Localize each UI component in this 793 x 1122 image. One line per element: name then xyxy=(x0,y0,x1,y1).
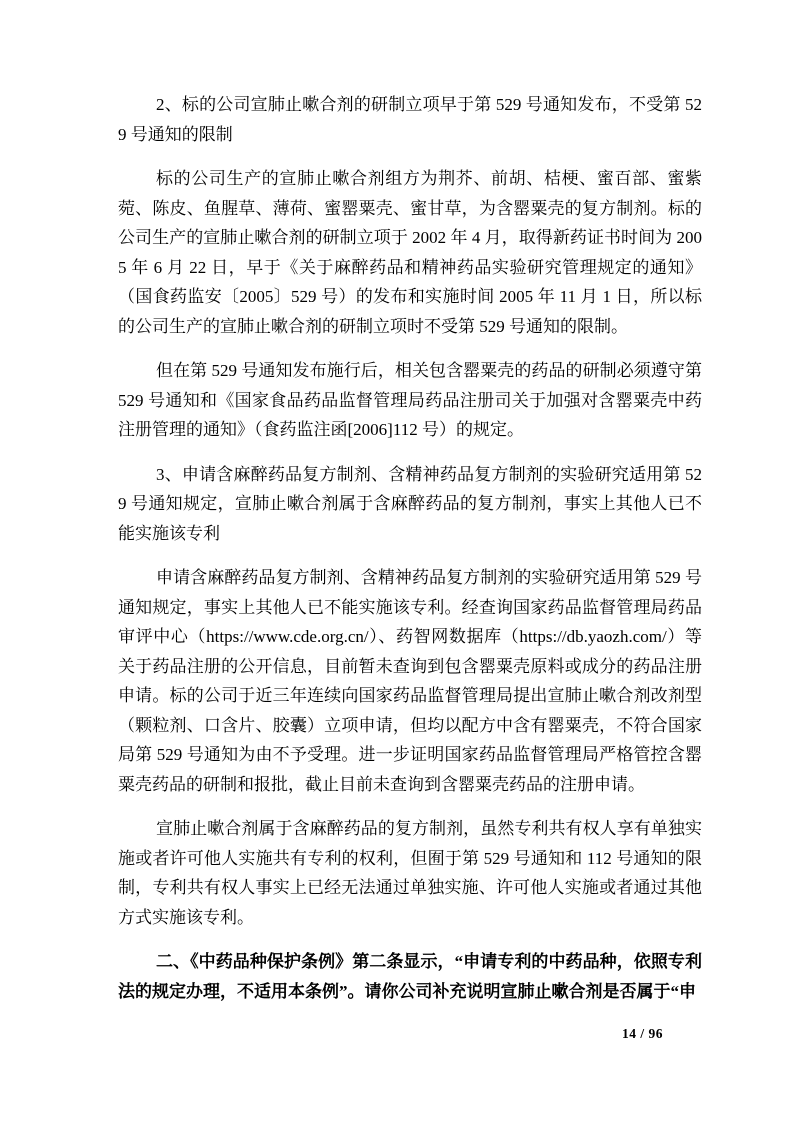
paragraph-post-529-rules: 但在第 529 号通知发布施行后，相关包含罂粟壳的药品的研制必须遵守第 529 号通知和《国家食品药品监督管理局药品注册司关于加强对含罂粟壳中药注册管理的通知》（食药监注函[2006]112 号）的规定。 xyxy=(118,361,702,439)
paragraph-joint-patent: 宣肺止嗽合剂属于含麻醉药品的复方制剂，虽然专利共有权人享有单独实施或者许可他人实施共有专利的权利，但囿于第 529 号通知和 112 号通知的限制，专利共有权人事实上已经无法通过单独实施、许可他人实施或者通过其他方式实施该专利。 xyxy=(118,819,702,927)
section-heading-bold-part-2: 二、《中药品种保护条例》第二条显示，“申请专利的中药品种，依照专利法的规定办理，不适用本条例”。请你公司补充说明宣肺止嗽合剂是否属于“申 xyxy=(118,952,702,1001)
paragraph-composition: 标的公司生产的宣肺止嗽合剂组方为荆芥、前胡、桔梗、蜜百部、蜜紫菀、陈皮、鱼腥草、薄荷、蜜罂粟壳、蜜甘草，为含罂粟壳的复方制剂。标的公司生产的宣肺止嗽合剂的研制立项于 2002 年 4 月，取得新药证书时间为 2005 年 6 月 22 日，早于《关于麻醉药品和精神药品实验研究管理规定的通知》（国食药监安〔2005〕529 号）的发布和实施时间 2005 年 11 月 1 日，所以标的公司生产的宣肺止嗽合剂的研制立项时不受第 529 号通知的限制。 xyxy=(118,169,702,336)
section-heading-3: 3、申请含麻醉药品复方制剂、含精神药品复方制剂的实验研究适用第 529 号通知规定，宣肺止嗽合剂属于含麻醉药品的复方制剂，事实上其他人已不能实施该专利 xyxy=(118,464,702,543)
paragraph-registration-search: 申请含麻醉药品复方制剂、含精神药品复方制剂的实验研究适用第 529 号通知规定，事实上其他人已不能实施该专利。经查询国家药品监督管理局药品审评中心（https://www.cde.org.cn/）、药智网数据库（https://db.yaozh.com/）等关于药品注册的公开信息，目前暂未查询到包含罂粟壳原料或成分的药品注册申请。标的公司于近三年连续向国家药品监督管理局提出宣肺止嗽合剂改剂型（颗粒剂、口含片、胶囊）立项申请，但均以配方中含有罂粟壳，不符合国家局第 529 号通知为由不予受理。进一步证明国家药品监督管理局严格管控含罂粟壳药品的研制和报批，截止目前未查询到含罂粟壳药品的注册申请。 xyxy=(118,568,702,794)
page-number: 14 / 96 xyxy=(621,1026,663,1041)
document-body xyxy=(118,90,702,1021)
section-heading-2: 2、标的公司宣肺止嗽合剂的研制立项早于第 529 号通知发布，不受第 529 号通知的限制 xyxy=(118,95,702,144)
